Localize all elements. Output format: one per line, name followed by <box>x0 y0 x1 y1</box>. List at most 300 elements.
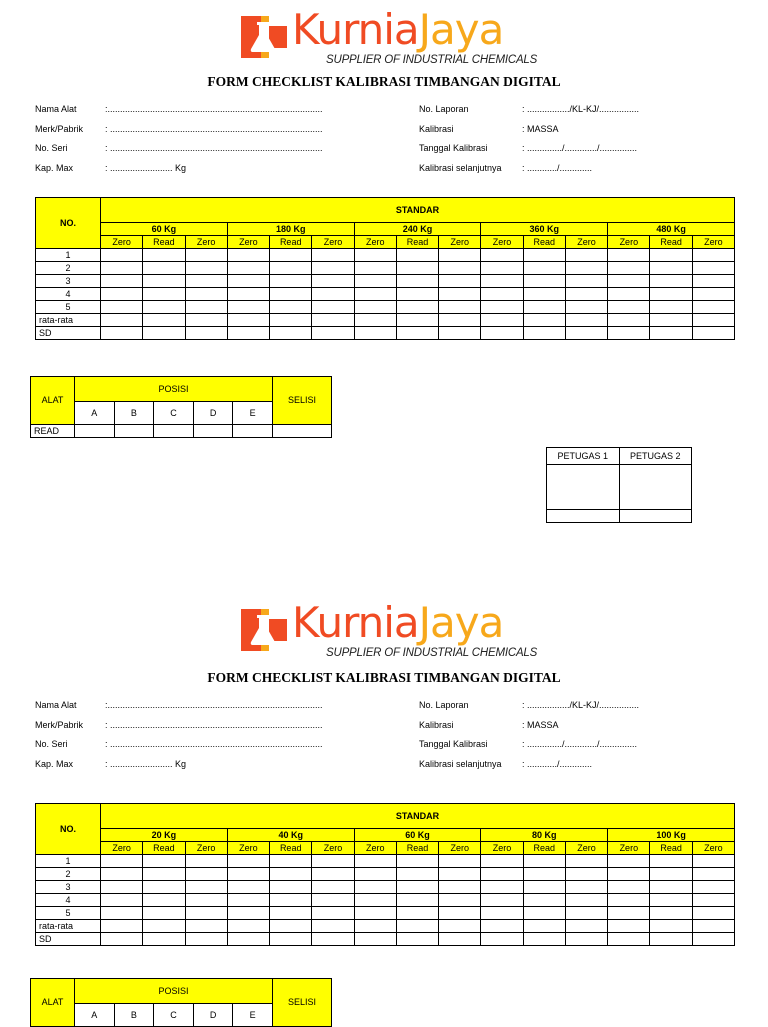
sub-header: Zero <box>354 236 396 249</box>
entry-cell[interactable] <box>270 262 312 275</box>
sub-header: Read <box>270 236 312 249</box>
posisi-d: D <box>193 402 233 425</box>
entry-cell[interactable] <box>439 301 481 314</box>
entry-cell[interactable] <box>354 262 396 275</box>
entry-cell[interactable] <box>270 907 312 920</box>
entry-cell[interactable] <box>270 314 312 327</box>
table-row <box>36 894 735 907</box>
entry-cell[interactable] <box>354 314 396 327</box>
entry-cell[interactable] <box>565 920 607 933</box>
sub-header: Zero <box>692 236 734 249</box>
row-label: 5 <box>36 301 101 314</box>
entry-cell[interactable] <box>439 933 481 946</box>
entry-cell[interactable] <box>523 327 565 340</box>
entry-cell[interactable] <box>143 881 185 894</box>
entry-cell[interactable] <box>185 907 227 920</box>
entry-cell[interactable] <box>312 868 354 881</box>
entry-cell[interactable] <box>565 868 607 881</box>
entry-cell[interactable] <box>270 933 312 946</box>
entry-cell[interactable] <box>101 881 143 894</box>
entry-cell[interactable] <box>523 933 565 946</box>
entry-cell[interactable] <box>523 855 565 868</box>
entry-cell[interactable] <box>185 275 227 288</box>
entry-cell[interactable] <box>608 249 650 262</box>
entry-cell[interactable] <box>227 301 269 314</box>
entry-cell[interactable] <box>143 933 185 946</box>
entry-cell[interactable] <box>312 907 354 920</box>
entry-cell[interactable] <box>270 855 312 868</box>
entry-cell[interactable] <box>650 855 692 868</box>
entry-cell[interactable] <box>143 907 185 920</box>
entry-cell[interactable] <box>227 262 269 275</box>
weight-header: 360 Kg <box>481 223 608 236</box>
entry-cell[interactable] <box>439 881 481 894</box>
sub-header: Zero <box>608 842 650 855</box>
entry-cell[interactable] <box>565 288 607 301</box>
entry-cell[interactable] <box>439 868 481 881</box>
petugas-2-name[interactable] <box>619 510 692 523</box>
entry-cell[interactable] <box>692 288 734 301</box>
entry-cell[interactable] <box>608 920 650 933</box>
table-row <box>36 249 735 262</box>
entry-cell[interactable] <box>650 933 692 946</box>
entry-cell[interactable] <box>354 288 396 301</box>
entry-cell[interactable] <box>439 327 481 340</box>
standar-table <box>35 803 735 946</box>
flask-logo-icon <box>240 605 288 655</box>
entry-cell[interactable] <box>227 894 269 907</box>
sub-header: Zero <box>101 842 143 855</box>
entry-cell[interactable] <box>608 275 650 288</box>
entry-cell[interactable] <box>481 262 523 275</box>
table-row <box>36 262 735 275</box>
entry-cell[interactable] <box>650 894 692 907</box>
entry-cell[interactable] <box>608 868 650 881</box>
entry-cell[interactable] <box>565 855 607 868</box>
table-row <box>36 920 735 933</box>
entry-cell[interactable] <box>312 262 354 275</box>
posisi-e: E <box>233 402 273 425</box>
entry-cell[interactable] <box>270 920 312 933</box>
entry-cell[interactable] <box>481 855 523 868</box>
entry-cell[interactable] <box>396 275 438 288</box>
alat-header: ALAT <box>31 979 75 1027</box>
entry-cell[interactable] <box>101 327 143 340</box>
entry-cell[interactable] <box>101 262 143 275</box>
petugas-2-sign[interactable] <box>619 465 692 510</box>
entry-cell[interactable] <box>354 933 396 946</box>
read-cell[interactable] <box>193 425 233 438</box>
entry-cell[interactable] <box>143 288 185 301</box>
sub-header: Read <box>523 842 565 855</box>
entry-cell[interactable] <box>650 275 692 288</box>
table-row <box>36 314 735 327</box>
entry-cell[interactable] <box>101 275 143 288</box>
entry-cell[interactable] <box>354 920 396 933</box>
entry-cell[interactable] <box>312 288 354 301</box>
entry-cell[interactable] <box>312 920 354 933</box>
entry-cell[interactable] <box>185 301 227 314</box>
sub-header: Zero <box>312 236 354 249</box>
entry-cell[interactable] <box>185 881 227 894</box>
entry-cell[interactable] <box>227 249 269 262</box>
sub-header: Zero <box>227 236 269 249</box>
entry-cell[interactable] <box>270 288 312 301</box>
sub-header: Zero <box>185 236 227 249</box>
entry-cell[interactable] <box>481 314 523 327</box>
entry-cell[interactable] <box>608 855 650 868</box>
table-row <box>36 327 735 340</box>
entry-cell[interactable] <box>227 275 269 288</box>
posisi-b: B <box>114 1004 154 1027</box>
petugas-1-sign[interactable] <box>547 465 620 510</box>
entry-cell[interactable] <box>101 907 143 920</box>
entry-cell[interactable] <box>396 262 438 275</box>
entry-cell[interactable] <box>227 314 269 327</box>
posisi-table <box>30 978 332 1027</box>
row-label: rata-rata <box>36 920 101 933</box>
entry-cell[interactable] <box>439 314 481 327</box>
entry-cell[interactable] <box>396 920 438 933</box>
entry-cell[interactable] <box>143 314 185 327</box>
entry-cell[interactable] <box>143 868 185 881</box>
entry-cell[interactable] <box>481 288 523 301</box>
entry-cell[interactable] <box>354 301 396 314</box>
entry-cell[interactable] <box>692 881 734 894</box>
entry-cell[interactable] <box>101 314 143 327</box>
entry-cell[interactable] <box>227 907 269 920</box>
entry-cell[interactable] <box>396 301 438 314</box>
entry-cell[interactable] <box>481 327 523 340</box>
entry-cell[interactable] <box>565 301 607 314</box>
entry-cell[interactable] <box>185 262 227 275</box>
sub-header: Zero <box>185 842 227 855</box>
entry-cell[interactable] <box>523 275 565 288</box>
weight-header: 100 Kg <box>608 829 735 842</box>
entry-cell[interactable] <box>481 275 523 288</box>
selisi-header: SELISI <box>273 377 332 425</box>
entry-cell[interactable] <box>143 894 185 907</box>
entry-cell[interactable] <box>650 881 692 894</box>
entry-cell[interactable] <box>101 301 143 314</box>
form-title: FORM CHECKLIST KALIBRASI TIMBANGAN DIGITAL <box>207 74 561 89</box>
sub-header: Read <box>270 842 312 855</box>
entry-cell[interactable] <box>396 249 438 262</box>
entry-cell[interactable] <box>692 920 734 933</box>
entry-cell[interactable] <box>692 894 734 907</box>
entry-cell[interactable] <box>227 327 269 340</box>
entry-cell[interactable] <box>270 275 312 288</box>
entry-cell[interactable] <box>143 855 185 868</box>
entry-cell[interactable] <box>523 288 565 301</box>
entry-cell[interactable] <box>312 301 354 314</box>
entry-cell[interactable] <box>692 314 734 327</box>
entry-cell[interactable] <box>312 933 354 946</box>
entry-cell[interactable] <box>481 249 523 262</box>
entry-cell[interactable] <box>354 894 396 907</box>
entry-cell[interactable] <box>354 881 396 894</box>
entry-cell[interactable] <box>185 855 227 868</box>
entry-cell[interactable] <box>692 868 734 881</box>
entry-cell[interactable] <box>143 301 185 314</box>
sub-header: Read <box>396 842 438 855</box>
entry-cell[interactable] <box>312 855 354 868</box>
row-label: 5 <box>36 907 101 920</box>
flask-logo-icon <box>240 12 288 62</box>
entry-cell[interactable] <box>101 288 143 301</box>
entry-cell[interactable] <box>481 907 523 920</box>
entry-cell[interactable] <box>396 933 438 946</box>
entry-cell[interactable] <box>354 275 396 288</box>
posisi-e: E <box>233 1004 273 1027</box>
entry-cell[interactable] <box>523 249 565 262</box>
entry-cell[interactable] <box>312 894 354 907</box>
entry-cell[interactable] <box>312 249 354 262</box>
sub-header: Read <box>523 236 565 249</box>
entry-cell[interactable] <box>396 855 438 868</box>
entry-cell[interactable] <box>101 855 143 868</box>
entry-cell[interactable] <box>439 275 481 288</box>
entry-cell[interactable] <box>185 868 227 881</box>
signature-table <box>546 447 692 523</box>
sub-header: Read <box>650 842 692 855</box>
entry-cell[interactable] <box>185 933 227 946</box>
sub-header: Zero <box>312 842 354 855</box>
entry-cell[interactable] <box>608 327 650 340</box>
weight-header: 40 Kg <box>227 829 354 842</box>
sub-header: Read <box>396 236 438 249</box>
row-label: SD <box>36 327 101 340</box>
entry-cell[interactable] <box>396 314 438 327</box>
entry-cell[interactable] <box>523 894 565 907</box>
entry-cell[interactable] <box>608 262 650 275</box>
table-row <box>36 855 735 868</box>
entry-cell[interactable] <box>565 881 607 894</box>
entry-cell[interactable] <box>565 314 607 327</box>
entry-cell[interactable] <box>608 314 650 327</box>
entry-cell[interactable] <box>439 288 481 301</box>
entry-cell[interactable] <box>396 288 438 301</box>
sub-header: Zero <box>565 842 607 855</box>
entry-cell[interactable] <box>481 868 523 881</box>
entry-cell[interactable] <box>227 288 269 301</box>
entry-cell[interactable] <box>101 920 143 933</box>
sub-header: Zero <box>608 236 650 249</box>
posisi-a: A <box>75 1004 115 1027</box>
read-cell[interactable] <box>75 425 115 438</box>
entry-cell[interactable] <box>692 301 734 314</box>
selisi-header: SELISI <box>273 979 332 1027</box>
entry-cell[interactable] <box>523 301 565 314</box>
entry-cell[interactable] <box>312 881 354 894</box>
entry-cell[interactable] <box>185 920 227 933</box>
entry-cell[interactable] <box>270 894 312 907</box>
entry-cell[interactable] <box>565 894 607 907</box>
entry-cell[interactable] <box>523 262 565 275</box>
entry-cell[interactable] <box>650 262 692 275</box>
entry-cell[interactable] <box>439 907 481 920</box>
entry-cell[interactable] <box>565 275 607 288</box>
posisi-header: POSISI <box>75 979 273 1004</box>
selisi-cell[interactable] <box>273 425 332 438</box>
entry-cell[interactable] <box>270 327 312 340</box>
entry-cell[interactable] <box>312 327 354 340</box>
sub-header: Zero <box>481 842 523 855</box>
entry-cell[interactable] <box>608 881 650 894</box>
entry-cell[interactable] <box>143 920 185 933</box>
entry-cell[interactable] <box>185 894 227 907</box>
entry-cell[interactable] <box>354 907 396 920</box>
entry-cell[interactable] <box>396 881 438 894</box>
petugas-1-header: PETUGAS 1 <box>547 448 620 465</box>
weight-header: 60 Kg <box>354 829 481 842</box>
row-label: 1 <box>36 249 101 262</box>
entry-cell[interactable] <box>565 907 607 920</box>
company-logo <box>240 6 540 72</box>
entry-cell[interactable] <box>523 314 565 327</box>
entry-cell[interactable] <box>565 262 607 275</box>
standar-header: STANDAR <box>101 198 735 223</box>
entry-cell[interactable] <box>650 907 692 920</box>
posisi-b: B <box>114 402 154 425</box>
entry-cell[interactable] <box>608 907 650 920</box>
entry-cell[interactable] <box>650 249 692 262</box>
entry-cell[interactable] <box>565 327 607 340</box>
entry-cell[interactable] <box>692 933 734 946</box>
entry-cell[interactable] <box>523 881 565 894</box>
table-row <box>36 868 735 881</box>
form-title: FORM CHECKLIST KALIBRASI TIMBANGAN DIGITAL <box>207 670 561 685</box>
entry-cell[interactable] <box>608 894 650 907</box>
entry-cell[interactable] <box>608 288 650 301</box>
entry-cell[interactable] <box>354 868 396 881</box>
entry-cell[interactable] <box>270 881 312 894</box>
read-cell[interactable] <box>154 425 194 438</box>
sub-header: Zero <box>354 842 396 855</box>
sub-header: Zero <box>692 842 734 855</box>
petugas-1-name[interactable] <box>547 510 620 523</box>
entry-cell[interactable] <box>227 920 269 933</box>
row-label: 3 <box>36 881 101 894</box>
entry-cell[interactable] <box>354 249 396 262</box>
entry-cell[interactable] <box>650 314 692 327</box>
entry-cell[interactable] <box>481 894 523 907</box>
entry-cell[interactable] <box>396 894 438 907</box>
brand-tagline: SUPPLIER OF INDUSTRIAL CHEMICALS <box>326 647 538 659</box>
entry-cell[interactable] <box>101 933 143 946</box>
entry-cell[interactable] <box>650 920 692 933</box>
sub-header: Read <box>143 236 185 249</box>
entry-cell[interactable] <box>227 881 269 894</box>
entry-cell[interactable] <box>227 855 269 868</box>
entry-cell[interactable] <box>608 301 650 314</box>
table-row <box>36 275 735 288</box>
entry-cell[interactable] <box>565 933 607 946</box>
weight-header: 240 Kg <box>354 223 481 236</box>
entry-cell[interactable] <box>227 868 269 881</box>
sub-header: Read <box>650 236 692 249</box>
entry-cell[interactable] <box>227 933 269 946</box>
entry-cell[interactable] <box>396 907 438 920</box>
entry-cell[interactable] <box>396 868 438 881</box>
entry-cell[interactable] <box>185 288 227 301</box>
entry-cell[interactable] <box>185 249 227 262</box>
entry-cell[interactable] <box>396 327 438 340</box>
brand-name: KurniaJaya <box>292 598 504 647</box>
read-cell[interactable] <box>114 425 154 438</box>
table-row <box>36 288 735 301</box>
entry-cell[interactable] <box>523 920 565 933</box>
entry-cell[interactable] <box>481 933 523 946</box>
sub-header: Zero <box>439 236 481 249</box>
entry-cell[interactable] <box>143 327 185 340</box>
no-header: NO. <box>36 804 101 855</box>
entry-cell[interactable] <box>312 275 354 288</box>
no-header: NO. <box>36 198 101 249</box>
entry-cell[interactable] <box>354 855 396 868</box>
entry-cell[interactable] <box>692 907 734 920</box>
entry-cell[interactable] <box>692 275 734 288</box>
table-row <box>36 301 735 314</box>
entry-cell[interactable] <box>101 868 143 881</box>
company-logo <box>240 599 540 665</box>
entry-cell[interactable] <box>101 894 143 907</box>
entry-cell[interactable] <box>692 262 734 275</box>
entry-cell[interactable] <box>523 907 565 920</box>
entry-cell[interactable] <box>692 249 734 262</box>
entry-cell[interactable] <box>650 868 692 881</box>
entry-cell[interactable] <box>185 327 227 340</box>
row-label: 4 <box>36 288 101 301</box>
sub-header: Zero <box>565 236 607 249</box>
entry-cell[interactable] <box>143 262 185 275</box>
entry-cell[interactable] <box>143 275 185 288</box>
entry-cell[interactable] <box>312 314 354 327</box>
entry-cell[interactable] <box>608 933 650 946</box>
entry-cell[interactable] <box>270 301 312 314</box>
entry-cell[interactable] <box>481 881 523 894</box>
entry-cell[interactable] <box>565 249 607 262</box>
entry-cell[interactable] <box>101 249 143 262</box>
entry-cell[interactable] <box>439 894 481 907</box>
entry-cell[interactable] <box>481 301 523 314</box>
entry-cell[interactable] <box>650 327 692 340</box>
row-label: 2 <box>36 868 101 881</box>
entry-cell[interactable] <box>523 868 565 881</box>
entry-cell[interactable] <box>143 249 185 262</box>
read-cell[interactable] <box>233 425 273 438</box>
entry-cell[interactable] <box>650 301 692 314</box>
entry-cell[interactable] <box>270 249 312 262</box>
sub-header: Zero <box>227 842 269 855</box>
row-label: rata-rata <box>36 314 101 327</box>
table-row <box>36 881 735 894</box>
entry-cell[interactable] <box>354 327 396 340</box>
entry-cell[interactable] <box>692 855 734 868</box>
entry-cell[interactable] <box>481 920 523 933</box>
row-label: 3 <box>36 275 101 288</box>
entry-cell[interactable] <box>650 288 692 301</box>
entry-cell[interactable] <box>185 314 227 327</box>
entry-cell[interactable] <box>439 920 481 933</box>
entry-cell[interactable] <box>439 855 481 868</box>
entry-cell[interactable] <box>270 868 312 881</box>
posisi-d: D <box>193 1004 233 1027</box>
entry-cell[interactable] <box>439 249 481 262</box>
entry-cell[interactable] <box>692 327 734 340</box>
sub-header: Zero <box>439 842 481 855</box>
entry-cell[interactable] <box>439 262 481 275</box>
